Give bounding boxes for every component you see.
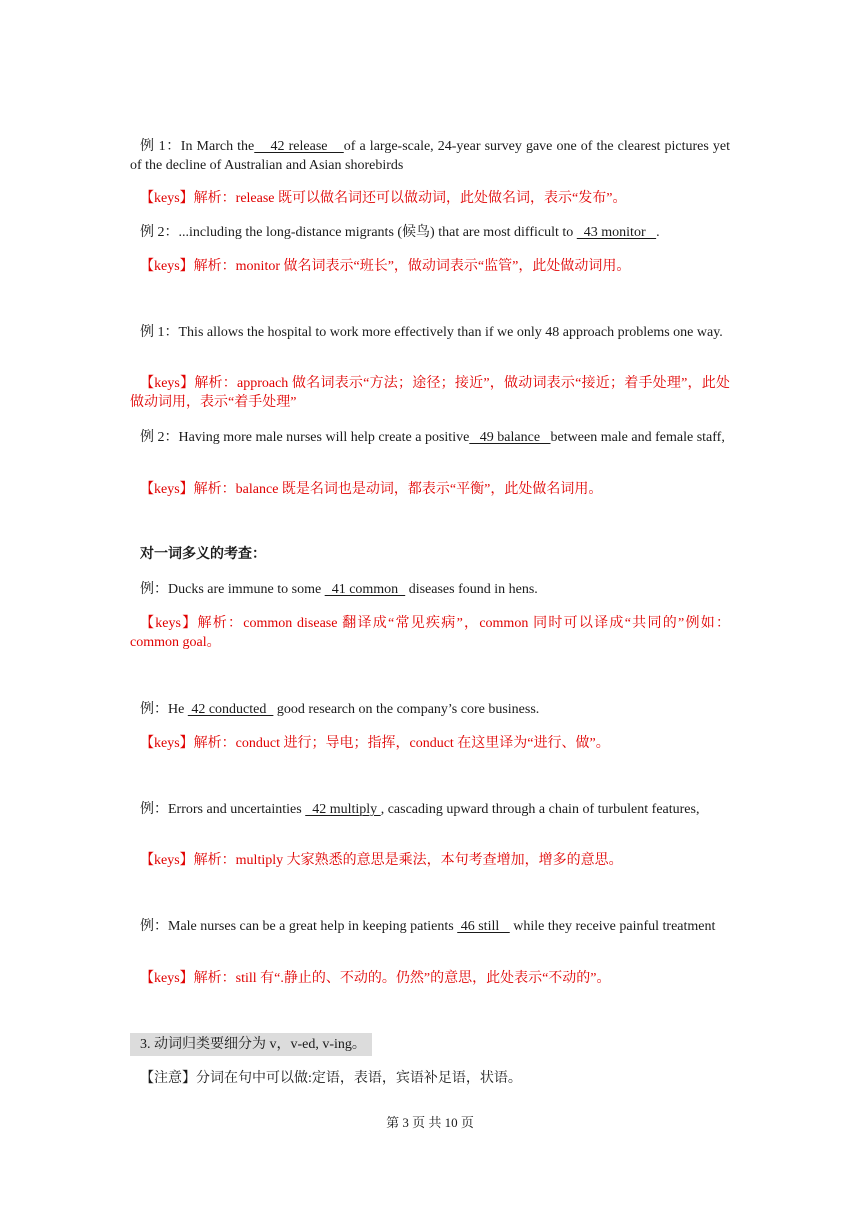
blank-balance: 49 balance bbox=[469, 430, 551, 445]
section-3-heading: 3. 动词归类要细分为 v，v-ed, v-ing。 bbox=[130, 1033, 730, 1056]
example-conducted: 例：He 42 conducted good research on the company’s core business. bbox=[140, 702, 540, 717]
key-common: 【keys】解析：common disease 翻译成“常见疾病”，common 同时可以译成“共同的”例如：common goal。 bbox=[130, 616, 730, 650]
example-1-release: 例 1：In March the 42 release of a large-scale, 24-year survey gave one of the clearest pictures yet of the decline of Australian and Asian shorebirds bbox=[130, 139, 730, 173]
page-footer: 第 3 页 共 10 页 bbox=[386, 1115, 474, 1130]
participle-note: 【注意】分词在句中可以做:定语，表语，宾语补足语，状语。 bbox=[140, 1071, 522, 1086]
blank-conducted: 42 conducted bbox=[187, 702, 274, 717]
example-1-approach: 例 1：This allows the hospital to work more effectively than if we only 48 approach problems one way. bbox=[140, 325, 723, 340]
example-2-monitor: 例 2：...including the long-distance migrants (候鸟) that are most difficult to 43 monitor . bbox=[140, 225, 660, 240]
key-multiply: 【keys】解析：multiply 大家熟悉的意思是乘法，本句考查增加，增多的意思。 bbox=[140, 853, 623, 868]
key-monitor: 【keys】解析：monitor 做名词表示“班长”，做动词表示“监管”，此处做动词用。 bbox=[140, 259, 631, 274]
example-still: 例：Male nurses can be a great help in keeping patients 46 still while they receive painful treatment bbox=[140, 919, 716, 934]
blank-still: 46 still bbox=[457, 919, 510, 934]
blank-monitor: 43 monitor bbox=[576, 225, 657, 240]
blank-common: 41 common bbox=[324, 582, 406, 597]
polysemy-heading: 对一词多义的考查： bbox=[140, 547, 266, 562]
key-release: 【keys】解析：release 既可以做名词还可以做动词，此处做名词，表示“发布”。 bbox=[140, 191, 627, 206]
blank-release: 42 release bbox=[254, 139, 344, 154]
example-common: 例：Ducks are immune to some 41 common diseases found in hens. bbox=[140, 582, 538, 597]
example-2-balance: 例 2：Having more male nurses will help create a positive 49 balance between male and female staff, bbox=[140, 430, 725, 445]
blank-multiply: 42 multiply bbox=[305, 802, 381, 817]
key-still: 【keys】解析：still 有“.静止的、不动的。仍然”的意思，此处表示“不动的”。 bbox=[140, 971, 611, 986]
key-balance: 【keys】解析：balance 既是名词也是动词，都表示“平衡”，此处做名词用。 bbox=[140, 482, 603, 497]
example-multiply: 例：Errors and uncertainties 42 multiply , cascading upward through a chain of turbulent features, bbox=[140, 802, 700, 817]
key-approach: 【keys】解析：approach 做名词表示“方法；途径；接近”，做动词表示“接近；着手处理”，此处做动词用，表示“着手处理” bbox=[130, 376, 730, 410]
key-conducted: 【keys】解析：conduct 进行；导电；指挥，conduct 在这里译为“进行、做”。 bbox=[140, 736, 610, 751]
